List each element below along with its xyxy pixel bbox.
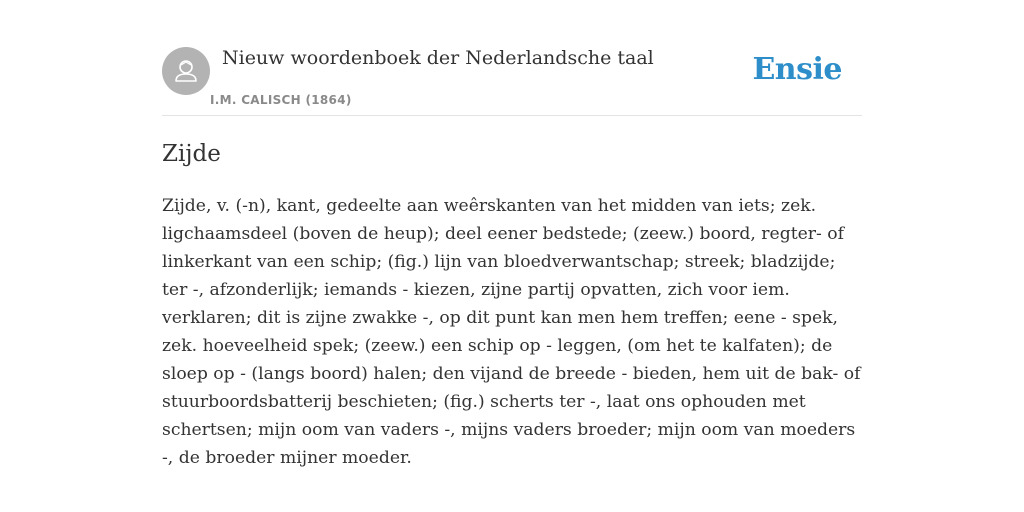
entry-definition: Zijde, v. (-n), kant, gedeelte aan weêrskanten van het midden van iets; zek. ligchaamsdeel (boven de heup); deel eener bedstede; (zeew.) boord, regter- of linkerkant van een schip; (fig.) lijn van bloedverwantschap; streek; bladzijde; ter -, afzonderlijk; iemands - kiezen, zijne partij opvatten, zich voor iem. verklaren; dit is zijne zwakke -, op dit punt kan men hem treffen; eene - spek, zek. hoeveelheid spek; (zeew.) een schip op - leggen, (om het te kalfaten); de sloep op - (langs boord) halen; den vijand de breede - bieden, hem uit de bak- of stuurboordsbatterij beschieten; (fig.) scherts ter -, laat ons ophouden met schertsen; mijn oom van vaders -, mijns vaders broeder; mijn oom van moeders -, de broeder mijner moeder. [162, 196, 861, 468]
user-icon [162, 47, 210, 95]
ensie-logo-link[interactable]: Ensie [752, 52, 842, 87]
source-header [162, 46, 862, 116]
source-avatar[interactable] [162, 47, 210, 95]
source-title[interactable]: Nieuw woordenboek der Nederlandsche taal [222, 47, 654, 69]
dictionary-entry [162, 138, 862, 472]
source-author: I.M. CALISCH (1864) [210, 93, 352, 107]
entry-title: Zijde [162, 141, 221, 167]
